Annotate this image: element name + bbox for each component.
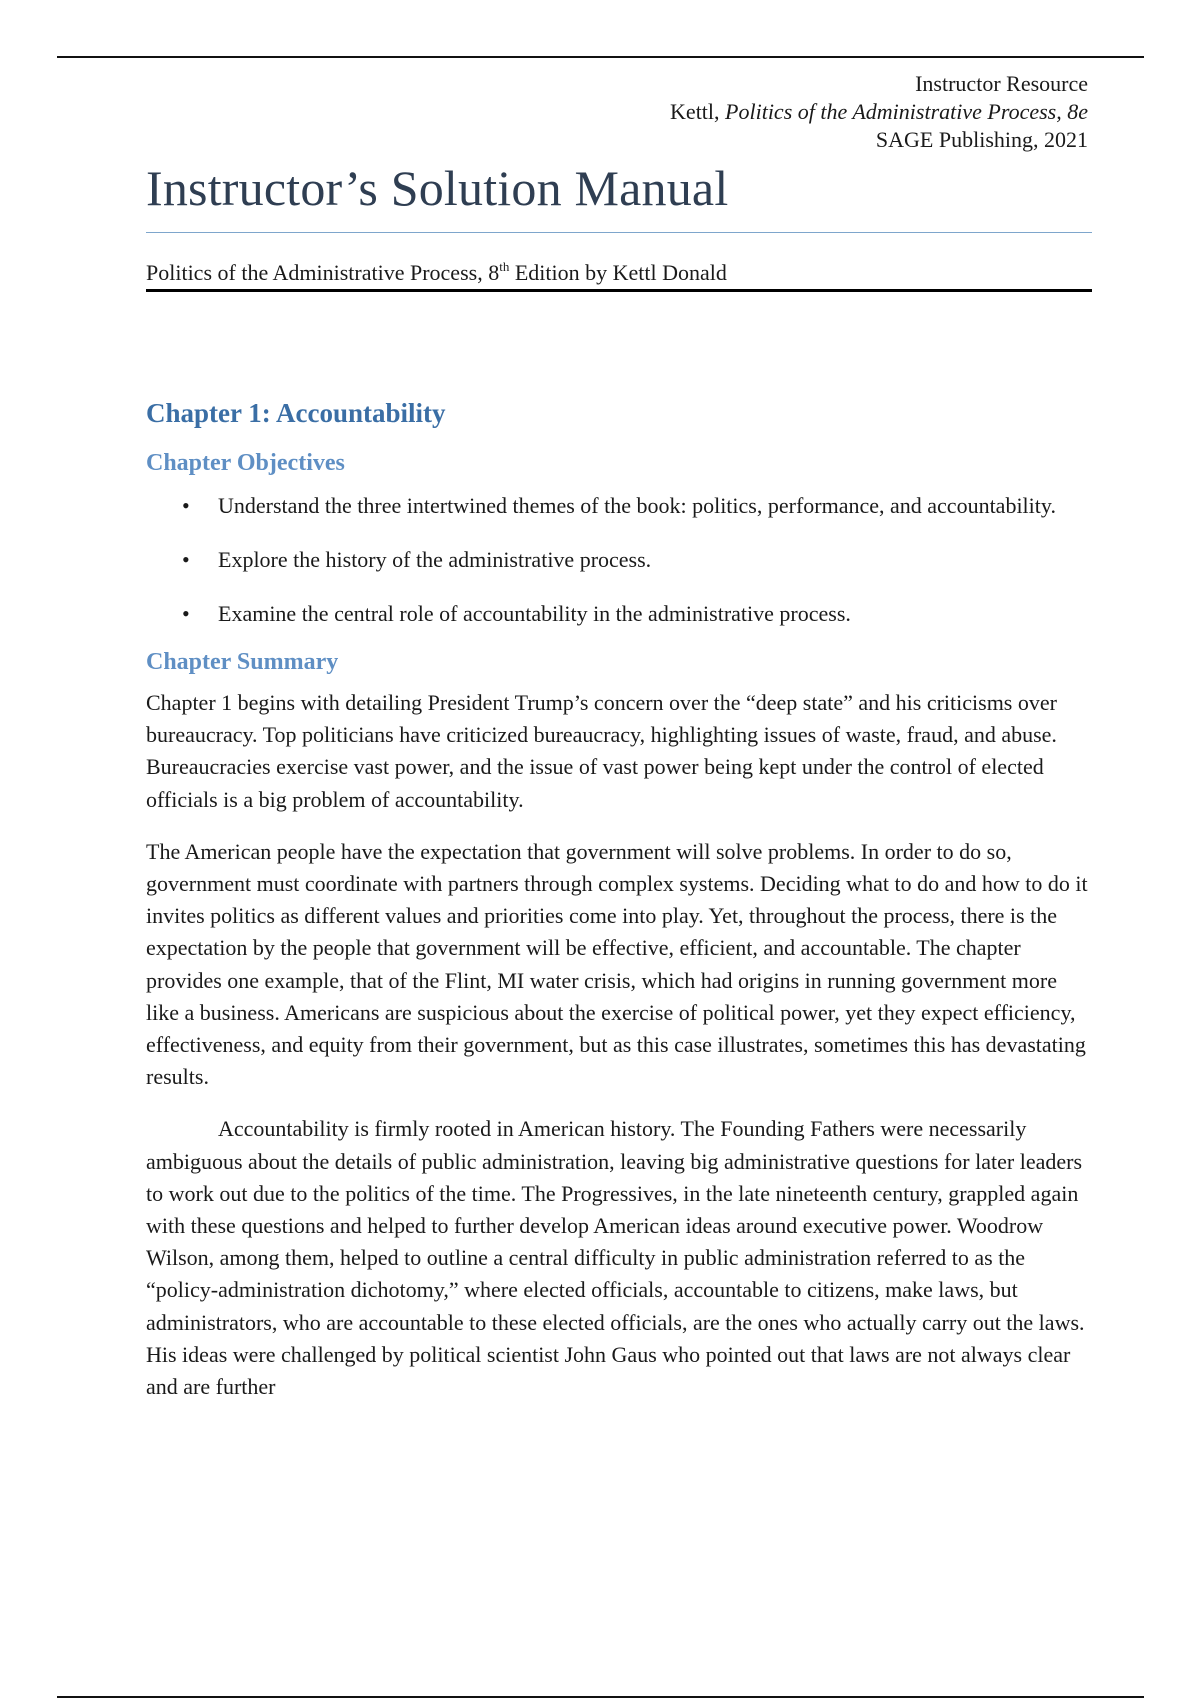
list-item <box>146 544 1092 575</box>
objectives-heading: Chapter Objectives <box>146 450 345 476</box>
subtitle-suffix: Edition by Kettl Donald <box>509 260 727 285</box>
summary-heading: Chapter Summary <box>146 649 339 675</box>
summary-paragraph: Accountability is firmly rooted in American history. The Founding Fathers were necessarily ambiguous about the details of public administration, leaving big administrative questions for later leaders to work out due to the politics of the time. The Progressives, in the late nineteenth century, grappled again with these questions and helped to further develop American ideas around executive power. Woodrow Wilson, among them, helped to outline a central difficulty in public administration referred to as the “policy-administration dichotomy,” where elected officials, accountable to citizens, make laws, but administrators, who are accountable to these elected officials, are the ones who actually carry out the laws. His ideas were challenged by political scientist John Gaus who pointed out that laws are not always clear and are further <box>146 1116 1085 1400</box>
bullet-icon: • <box>182 547 190 572</box>
book-subtitle <box>146 259 1092 292</box>
bottom-rule <box>57 1696 1144 1698</box>
header-line-book <box>670 98 1088 126</box>
running-header <box>670 70 1088 154</box>
bullet-icon: • <box>182 493 190 518</box>
header-line-resource: Instructor Resource <box>915 71 1088 96</box>
header-author: Kettl, <box>670 99 726 124</box>
objective-text: Understand the three intertwined themes of the book: politics, performance, and accountability. <box>218 493 1056 518</box>
header-book-title: Politics of the Administrative Process, 8e <box>725 99 1088 124</box>
list-item <box>146 490 1092 521</box>
chapter-heading: Chapter 1: Accountability <box>146 398 446 428</box>
objectives-list <box>146 490 1092 629</box>
objective-text: Examine the central role of accountability in the administrative process. <box>218 601 851 626</box>
bullet-icon: • <box>182 601 190 626</box>
summary-paragraph: Chapter 1 begins with detailing President Trump’s concern over the “deep state” and his criticisms over bureaucracy. Top politicians have criticized bureaucracy, highlighting issues of waste, fraud, and abuse. Bureaucracies exercise vast power, and the issue of vast power being kept under the control of elected officials is a big problem of accountability. <box>146 690 1057 812</box>
document-body <box>146 150 1092 1403</box>
list-item <box>146 598 1092 629</box>
page-title: Instructor’s Solution Manual <box>146 150 1092 233</box>
subtitle-prefix: Politics of the Administrative Process, 8 <box>146 260 500 285</box>
header-line-publisher: SAGE Publishing, 2021 <box>875 127 1088 152</box>
objective-text: Explore the history of the administrative process. <box>218 547 652 572</box>
subtitle-superscript: th <box>499 259 510 274</box>
summary-paragraph: The American people have the expectation that government will solve problems. In order to do so, government must coordinate with partners through complex systems. Deciding what to do and how to do it invites politics as different values and priorities come into play. Yet, throughout the process, there is the expectation by the people that government will be effective, efficient, and accountable. The chapter provides one example, that of the Flint, MI water crisis, which had origins in running government more like a business. Americans are suspicious about the exercise of political power, yet they expect efficiency, effectiveness, and equity from their government, but as this case illustrates, sometimes this has devastating results. <box>146 838 1088 1090</box>
top-rule <box>57 56 1144 58</box>
